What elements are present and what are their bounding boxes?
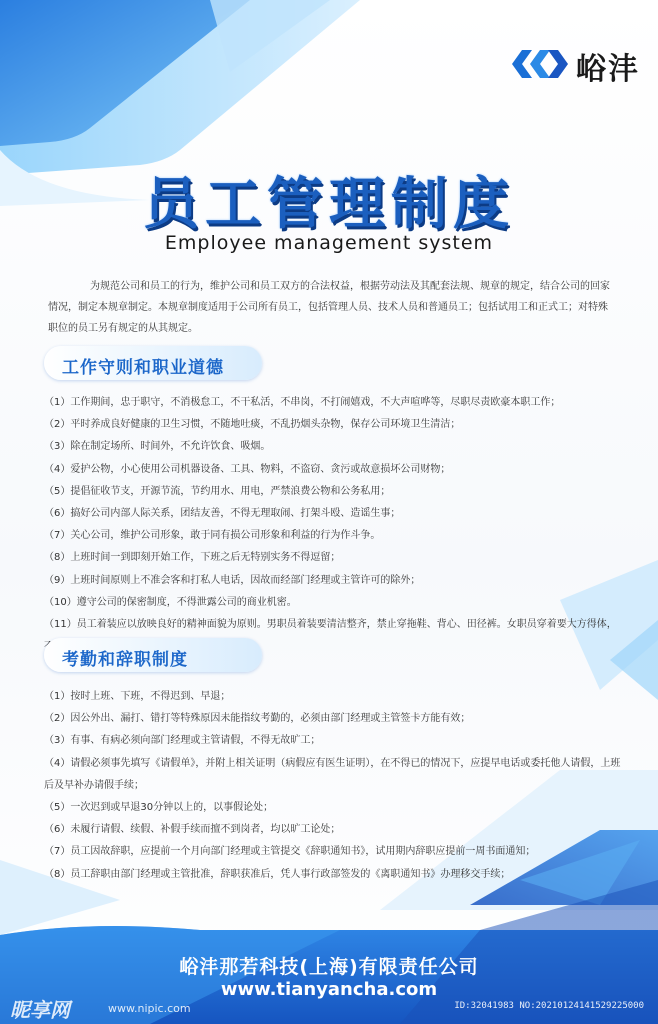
list-item: （8）员工辞职由部门经理或主管批准，辞职获准后，凭人事行政部签发的《离职通知书》办理移交手续； bbox=[44, 868, 511, 880]
page-subtitle: Employee management system bbox=[164, 232, 494, 254]
intro-paragraph: 为规范公司和员工的行为，维护公司和员工双方的合法权益，根据劳动法及其配套法规、规章的规定，结合公司的回家情况，制定本规章制定。本规章制度适用于公司所有员工，包括管理人员、技术人员和普通员工；包括试用工和正式工；对特殊职位的员工另有规定的从其规定。 bbox=[48, 281, 610, 334]
work-rules-list bbox=[44, 392, 624, 658]
list-item: （7）员工因故辞职，应提前一个月向部门经理或主管提交《辞职通知书》，试用期内辞职应提前一周书面通知； bbox=[44, 846, 536, 858]
list-item: （5）一次迟到或早退30分钟以上的，以事假论处； bbox=[44, 802, 274, 814]
list-item: （7）关心公司，维护公司形象，敢于同有损公司形象和利益的行为作斗争。 bbox=[44, 530, 381, 542]
footer-company-name: 峪沣那若科技(上海)有限责任公司 bbox=[179, 956, 479, 978]
attendance-rules-list bbox=[44, 686, 624, 886]
list-item: （6）搞好公司内部人际关系，团结友善，不得无理取闹、打架斗殴、造谣生事； bbox=[44, 508, 401, 520]
list-item: （1）按时上班、下班，不得迟到、早退； bbox=[44, 691, 231, 702]
list-item: （10）遵守公司的保密制度，不得泄露公司的商业机密。 bbox=[44, 596, 297, 608]
watermark-site-url: www.nipic.com bbox=[108, 1002, 191, 1015]
section-heading-label: 工作守则和职业道德 bbox=[62, 358, 224, 378]
list-item: （6）未履行请假、续假、补假手续而擅不到岗者，均以旷工论处； bbox=[44, 824, 341, 836]
brand-logo bbox=[508, 44, 640, 88]
list-item: （4）爱护公物，小心使用公司机器设备、工具、物料，不盗窃、贪污或故意损坏公司财物； bbox=[44, 463, 451, 475]
double-chevron-logo-icon bbox=[508, 46, 570, 86]
list-item: （4）请假必须事先填写《请假单》，并附上相关证明（病假应有医生证明），在不得已的情况下，应提早电话或委托他人请假，上班后及早补办请假手续； bbox=[44, 757, 621, 791]
section-heading-work-rules bbox=[44, 346, 262, 380]
page-title: 员工管理制度 bbox=[143, 172, 515, 237]
list-item: （11）员工着装应以放映良好的精神面貌为原则。男职员着装要清洁整齐，禁止穿拖鞋、背心、田径裤。女职员穿着要大方得体， bbox=[44, 619, 617, 631]
list-item: （1）工作期间，忠于职守，不消极怠工，不干私活，不串岗，不打闹嬉戏，不大声喧哗等，尽职尽责欧豪本职工作； bbox=[44, 397, 561, 408]
list-item: （3）除在制定场所、时间外，不允许饮食、吸烟。 bbox=[44, 441, 271, 453]
list-item: （2）平时养成良好健康的卫生习惯，不随地吐痰，不乱扔烟头杂物，保存公司环境卫生清洁； bbox=[44, 419, 461, 431]
list-item: （3）有事、有病必须向部门经理或主管请假，不得无故旷工； bbox=[44, 735, 321, 747]
watermark-id: ID:32041983 NO:20210124141529225000 bbox=[454, 1001, 644, 1011]
footer-website: www.tianyancha.com bbox=[220, 979, 438, 1000]
section-heading-attendance bbox=[44, 638, 262, 672]
watermark-site-name: 昵享网 bbox=[10, 998, 70, 1022]
brand-name: 峪沣 bbox=[576, 52, 640, 87]
list-item: （9）上班时间原则上不准会客和打私人电话，因故而经部门经理或主管许可的除外； bbox=[44, 574, 421, 586]
list-item: （5）提倡征收节支，开源节流，节约用水、用电，严禁浪费公物和公务私用； bbox=[44, 485, 391, 497]
list-item: （2）因公外出、漏打、错打等特殊原因未能指纹考勤的，必须由部门经理或主管签卡方能有效； bbox=[44, 713, 471, 725]
list-item: （8）上班时间一到即刻开始工作，下班之后无特别实务不得逗留； bbox=[44, 552, 341, 564]
section-heading-label: 考勤和辞职制度 bbox=[62, 650, 188, 670]
